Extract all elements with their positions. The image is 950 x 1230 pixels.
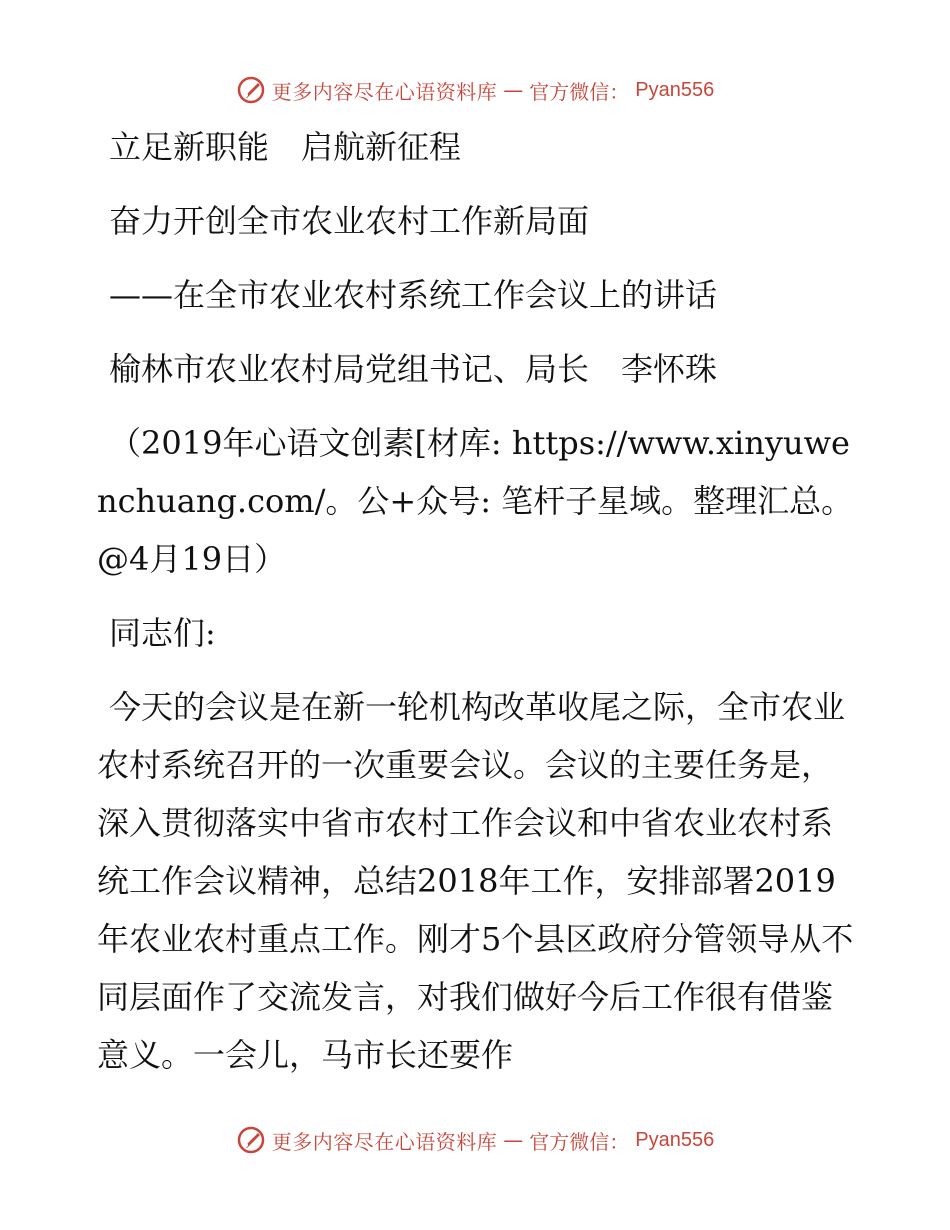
banner-slogan: 更多内容尽在心语资料库 xyxy=(271,1129,498,1154)
banner-wechat-label: 官方微信： xyxy=(529,79,630,104)
brand-logo-icon xyxy=(236,75,266,105)
document-body xyxy=(97,118,857,1100)
footer-banner xyxy=(0,1120,950,1160)
brand-logo-icon xyxy=(236,1125,266,1155)
subtitle: ——在全市农业农村系统工作会议上的讲话 xyxy=(109,276,718,314)
author-line: 榆林市农业农村局党组书记、局长 李怀珠 xyxy=(109,350,718,388)
header-banner xyxy=(0,70,950,110)
title-line-2: 奋力开创全市农业农村工作新局面 xyxy=(109,202,590,240)
banner-wechat-id: Pyan556 xyxy=(635,78,715,101)
banner-separator: — xyxy=(503,78,524,102)
body-paragraph: 今天的会议是在新一轮机构改革收尾之际，全市农业农村系统召开的一次重要会议。会议的主要任务是，深入贯彻落实中省市农村工作会议和中省农业农村系统工作会议精神，总结2018年工作，安排部署2019年农业农村重点工作。刚才5个县区政府分管领导从不同层面作了交流发言，对我们做好今后工作很有借鉴意义。一会儿，马市长还要作 xyxy=(97,688,854,1074)
banner-wechat-id: Pyan556 xyxy=(635,1128,715,1151)
source-note: （2019年心语文创素[材库: https://www.xinyuwenchuang.com/。公+众号: 笔杆子星域。整理汇总。@4月19日） xyxy=(97,424,854,578)
salutation: 同志们: xyxy=(109,614,216,652)
title-line-1: 立足新职能 启航新征程 xyxy=(109,128,462,166)
banner-wechat-label: 官方微信： xyxy=(529,1129,630,1154)
banner-slogan: 更多内容尽在心语资料库 xyxy=(271,79,498,104)
banner-separator: — xyxy=(503,1128,524,1152)
